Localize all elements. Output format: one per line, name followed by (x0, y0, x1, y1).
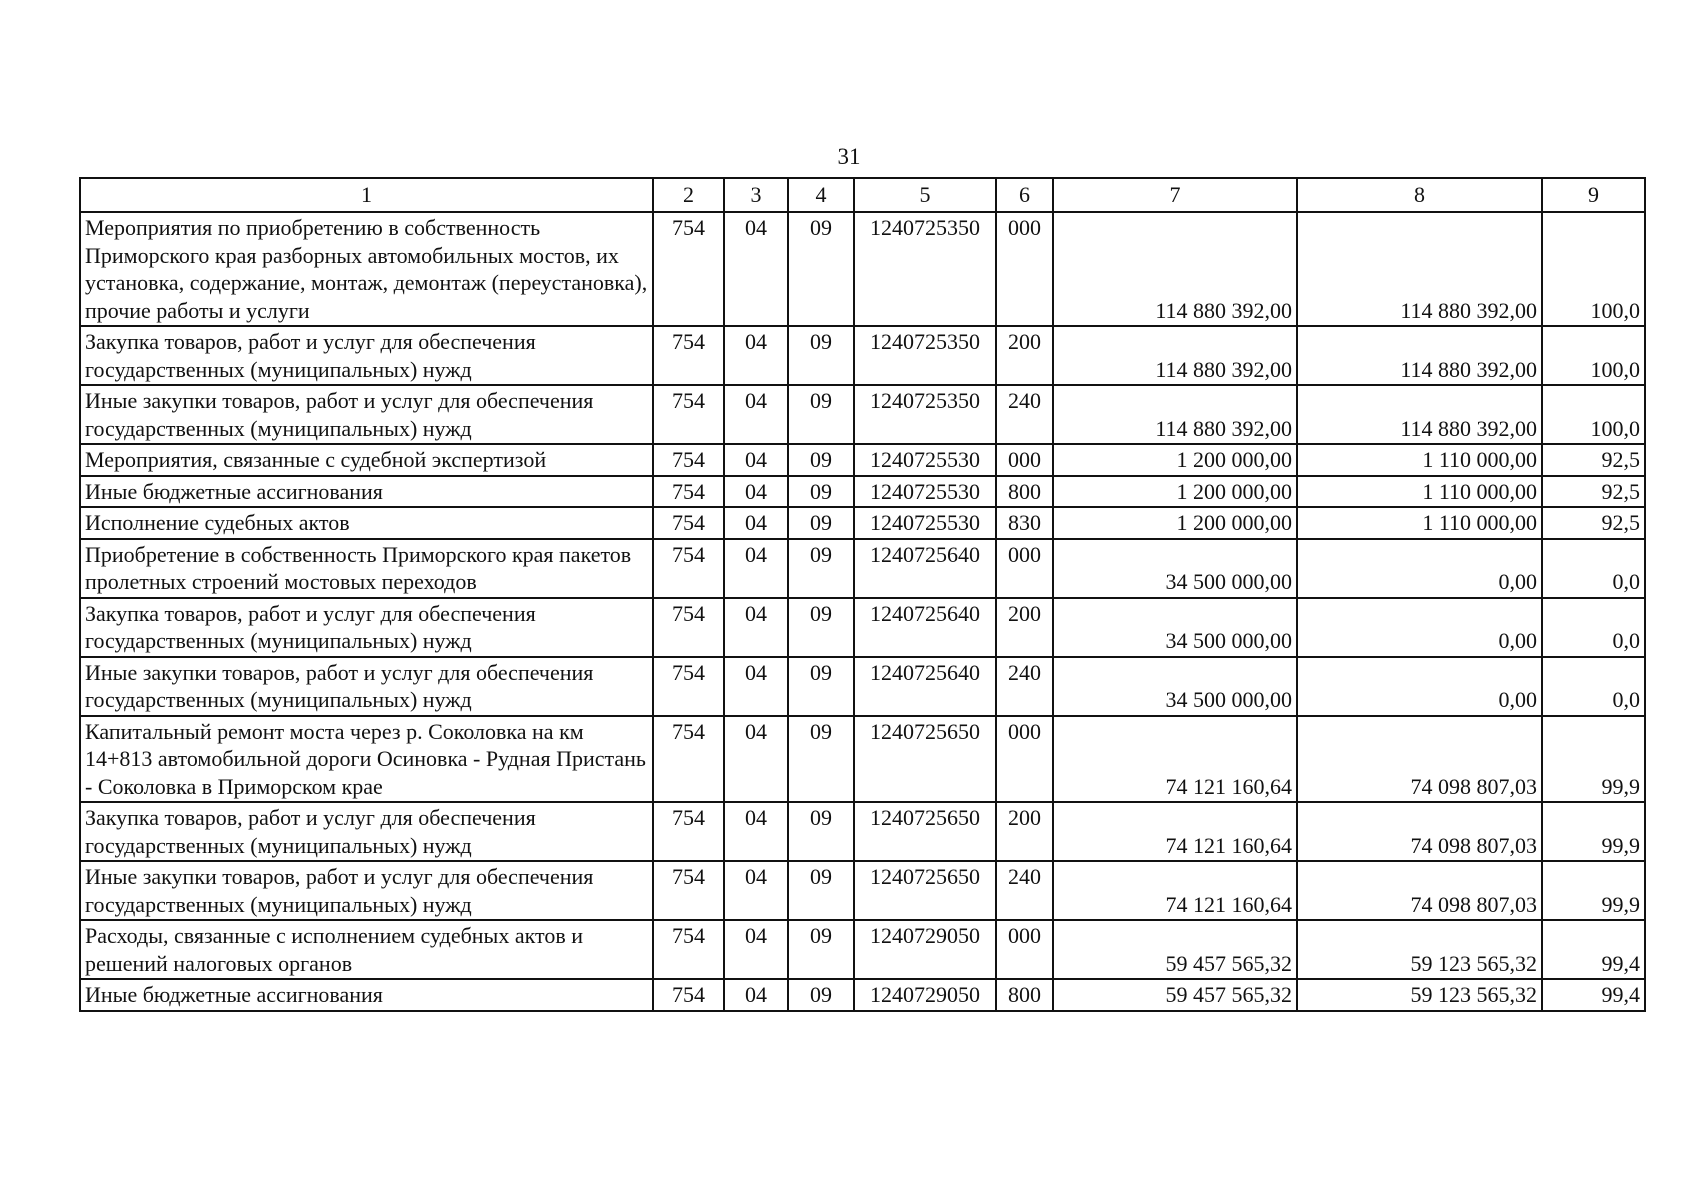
row-target-article: 1240725640 (854, 598, 996, 657)
table-row (80, 920, 1645, 979)
row-admin-code: 754 (653, 657, 724, 716)
header-cell-6: 6 (996, 178, 1053, 212)
header-cell-5: 5 (854, 178, 996, 212)
row-subsection: 09 (788, 979, 854, 1011)
row-actual-amount: 1 110 000,00 (1297, 444, 1542, 476)
row-percent: 99,9 (1542, 802, 1645, 861)
header-cell-3: 3 (724, 178, 788, 212)
row-section: 04 (724, 802, 788, 861)
table-row (80, 802, 1645, 861)
row-percent: 100,0 (1542, 326, 1645, 385)
row-section: 04 (724, 598, 788, 657)
row-section: 04 (724, 716, 788, 803)
row-planned-amount: 74 121 160,64 (1053, 861, 1297, 920)
row-expense-type: 800 (996, 979, 1053, 1011)
table-row (80, 476, 1645, 508)
row-percent: 100,0 (1542, 385, 1645, 444)
row-admin-code: 754 (653, 507, 724, 539)
row-planned-amount: 34 500 000,00 (1053, 539, 1297, 598)
row-subsection: 09 (788, 539, 854, 598)
row-admin-code: 754 (653, 476, 724, 508)
header-cell-1: 1 (80, 178, 653, 212)
row-percent: 0,0 (1542, 657, 1645, 716)
row-name: Мероприятия, связанные с судебной экспертизой (80, 444, 653, 476)
row-percent: 100,0 (1542, 212, 1645, 326)
row-admin-code: 754 (653, 385, 724, 444)
row-expense-type: 830 (996, 507, 1053, 539)
row-percent: 0,0 (1542, 539, 1645, 598)
row-admin-code: 754 (653, 802, 724, 861)
row-percent: 99,9 (1542, 861, 1645, 920)
header-row (80, 178, 1645, 212)
table-row (80, 507, 1645, 539)
table-row (80, 979, 1645, 1011)
row-target-article: 1240725530 (854, 507, 996, 539)
table-row (80, 861, 1645, 920)
row-percent: 99,9 (1542, 716, 1645, 803)
row-actual-amount: 74 098 807,03 (1297, 861, 1542, 920)
row-subsection: 09 (788, 507, 854, 539)
row-subsection: 09 (788, 444, 854, 476)
row-admin-code: 754 (653, 598, 724, 657)
row-planned-amount: 59 457 565,32 (1053, 979, 1297, 1011)
row-subsection: 09 (788, 326, 854, 385)
table-row (80, 444, 1645, 476)
row-section: 04 (724, 539, 788, 598)
row-admin-code: 754 (653, 861, 724, 920)
row-actual-amount: 1 110 000,00 (1297, 507, 1542, 539)
row-actual-amount: 114 880 392,00 (1297, 212, 1542, 326)
row-expense-type: 000 (996, 716, 1053, 803)
row-name: Капитальный ремонт моста через р. Соколовка на км 14+813 автомобильной дороги Осиновка - Рудная Пристань - Соколовка в Приморском крае (80, 716, 653, 803)
header-cell-8: 8 (1297, 178, 1542, 212)
row-section: 04 (724, 476, 788, 508)
row-expense-type: 240 (996, 385, 1053, 444)
row-planned-amount: 114 880 392,00 (1053, 385, 1297, 444)
row-subsection: 09 (788, 802, 854, 861)
table-row (80, 657, 1645, 716)
row-target-article: 1240729050 (854, 920, 996, 979)
row-name: Иные закупки товаров, работ и услуг для обеспечения государственных (муниципальных) нужд (80, 657, 653, 716)
row-subsection: 09 (788, 861, 854, 920)
row-subsection: 09 (788, 920, 854, 979)
row-subsection: 09 (788, 476, 854, 508)
row-name: Иные закупки товаров, работ и услуг для обеспечения государственных (муниципальных) нужд (80, 861, 653, 920)
row-name: Закупка товаров, работ и услуг для обеспечения государственных (муниципальных) нужд (80, 598, 653, 657)
row-admin-code: 754 (653, 212, 724, 326)
row-subsection: 09 (788, 657, 854, 716)
row-percent: 99,4 (1542, 979, 1645, 1011)
row-target-article: 1240725350 (854, 212, 996, 326)
table-row (80, 598, 1645, 657)
row-admin-code: 754 (653, 920, 724, 979)
row-section: 04 (724, 979, 788, 1011)
row-subsection: 09 (788, 716, 854, 803)
row-actual-amount: 1 110 000,00 (1297, 476, 1542, 508)
row-expense-type: 200 (996, 598, 1053, 657)
row-actual-amount: 0,00 (1297, 539, 1542, 598)
row-section: 04 (724, 385, 788, 444)
row-actual-amount: 74 098 807,03 (1297, 802, 1542, 861)
row-expense-type: 800 (996, 476, 1053, 508)
row-planned-amount: 59 457 565,32 (1053, 920, 1297, 979)
row-target-article: 1240725640 (854, 657, 996, 716)
table-row (80, 716, 1645, 803)
row-admin-code: 754 (653, 444, 724, 476)
row-admin-code: 754 (653, 539, 724, 598)
row-admin-code: 754 (653, 716, 724, 803)
row-percent: 99,4 (1542, 920, 1645, 979)
row-name: Расходы, связанные с исполнением судебных актов и решений налоговых органов (80, 920, 653, 979)
row-target-article: 1240725530 (854, 476, 996, 508)
budget-table (79, 177, 1646, 1012)
row-subsection: 09 (788, 598, 854, 657)
row-admin-code: 754 (653, 326, 724, 385)
row-expense-type: 200 (996, 326, 1053, 385)
row-name: Закупка товаров, работ и услуг для обеспечения государственных (муниципальных) нужд (80, 802, 653, 861)
row-expense-type: 000 (996, 444, 1053, 476)
row-target-article: 1240725650 (854, 861, 996, 920)
row-expense-type: 000 (996, 920, 1053, 979)
row-expense-type: 240 (996, 657, 1053, 716)
row-section: 04 (724, 212, 788, 326)
table-row (80, 385, 1645, 444)
row-name: Приобретение в собственность Приморского края пакетов пролетных строений мостовых переходов (80, 539, 653, 598)
row-admin-code: 754 (653, 979, 724, 1011)
row-planned-amount: 1 200 000,00 (1053, 476, 1297, 508)
row-expense-type: 200 (996, 802, 1053, 861)
row-actual-amount: 0,00 (1297, 657, 1542, 716)
row-planned-amount: 1 200 000,00 (1053, 507, 1297, 539)
row-planned-amount: 34 500 000,00 (1053, 657, 1297, 716)
row-planned-amount: 34 500 000,00 (1053, 598, 1297, 657)
row-section: 04 (724, 920, 788, 979)
table-row (80, 539, 1645, 598)
row-target-article: 1240725650 (854, 802, 996, 861)
row-percent: 92,5 (1542, 507, 1645, 539)
row-subsection: 09 (788, 385, 854, 444)
row-section: 04 (724, 444, 788, 476)
row-actual-amount: 114 880 392,00 (1297, 326, 1542, 385)
page-number: 31 (837, 144, 861, 169)
row-percent: 92,5 (1542, 444, 1645, 476)
row-target-article: 1240725350 (854, 326, 996, 385)
row-planned-amount: 114 880 392,00 (1053, 326, 1297, 385)
row-expense-type: 000 (996, 212, 1053, 326)
row-actual-amount: 0,00 (1297, 598, 1542, 657)
row-percent: 92,5 (1542, 476, 1645, 508)
row-target-article: 1240725650 (854, 716, 996, 803)
row-name: Иные бюджетные ассигнования (80, 979, 653, 1011)
header-cell-2: 2 (653, 178, 724, 212)
row-target-article: 1240725640 (854, 539, 996, 598)
row-section: 04 (724, 861, 788, 920)
row-expense-type: 000 (996, 539, 1053, 598)
row-percent: 0,0 (1542, 598, 1645, 657)
row-planned-amount: 1 200 000,00 (1053, 444, 1297, 476)
row-planned-amount: 114 880 392,00 (1053, 212, 1297, 326)
row-section: 04 (724, 657, 788, 716)
row-target-article: 1240725530 (854, 444, 996, 476)
row-actual-amount: 74 098 807,03 (1297, 716, 1542, 803)
row-name: Исполнение судебных актов (80, 507, 653, 539)
row-name: Закупка товаров, работ и услуг для обеспечения государственных (муниципальных) нужд (80, 326, 653, 385)
row-section: 04 (724, 326, 788, 385)
row-name: Иные бюджетные ассигнования (80, 476, 653, 508)
row-planned-amount: 74 121 160,64 (1053, 802, 1297, 861)
row-actual-amount: 114 880 392,00 (1297, 385, 1542, 444)
row-subsection: 09 (788, 212, 854, 326)
row-actual-amount: 59 123 565,32 (1297, 979, 1542, 1011)
table-row (80, 326, 1645, 385)
row-target-article: 1240729050 (854, 979, 996, 1011)
row-name: Иные закупки товаров, работ и услуг для обеспечения государственных (муниципальных) нужд (80, 385, 653, 444)
header-cell-9: 9 (1542, 178, 1645, 212)
row-target-article: 1240725350 (854, 385, 996, 444)
row-expense-type: 240 (996, 861, 1053, 920)
table-row (80, 212, 1645, 326)
header-cell-7: 7 (1053, 178, 1297, 212)
row-name: Мероприятия по приобретению в собственность Приморского края разборных автомобильных мостов, их установка, содержание, монтаж, демонтаж (переустановка), прочие работы и услуги (80, 212, 653, 326)
row-actual-amount: 59 123 565,32 (1297, 920, 1542, 979)
header-cell-4: 4 (788, 178, 854, 212)
row-section: 04 (724, 507, 788, 539)
row-planned-amount: 74 121 160,64 (1053, 716, 1297, 803)
